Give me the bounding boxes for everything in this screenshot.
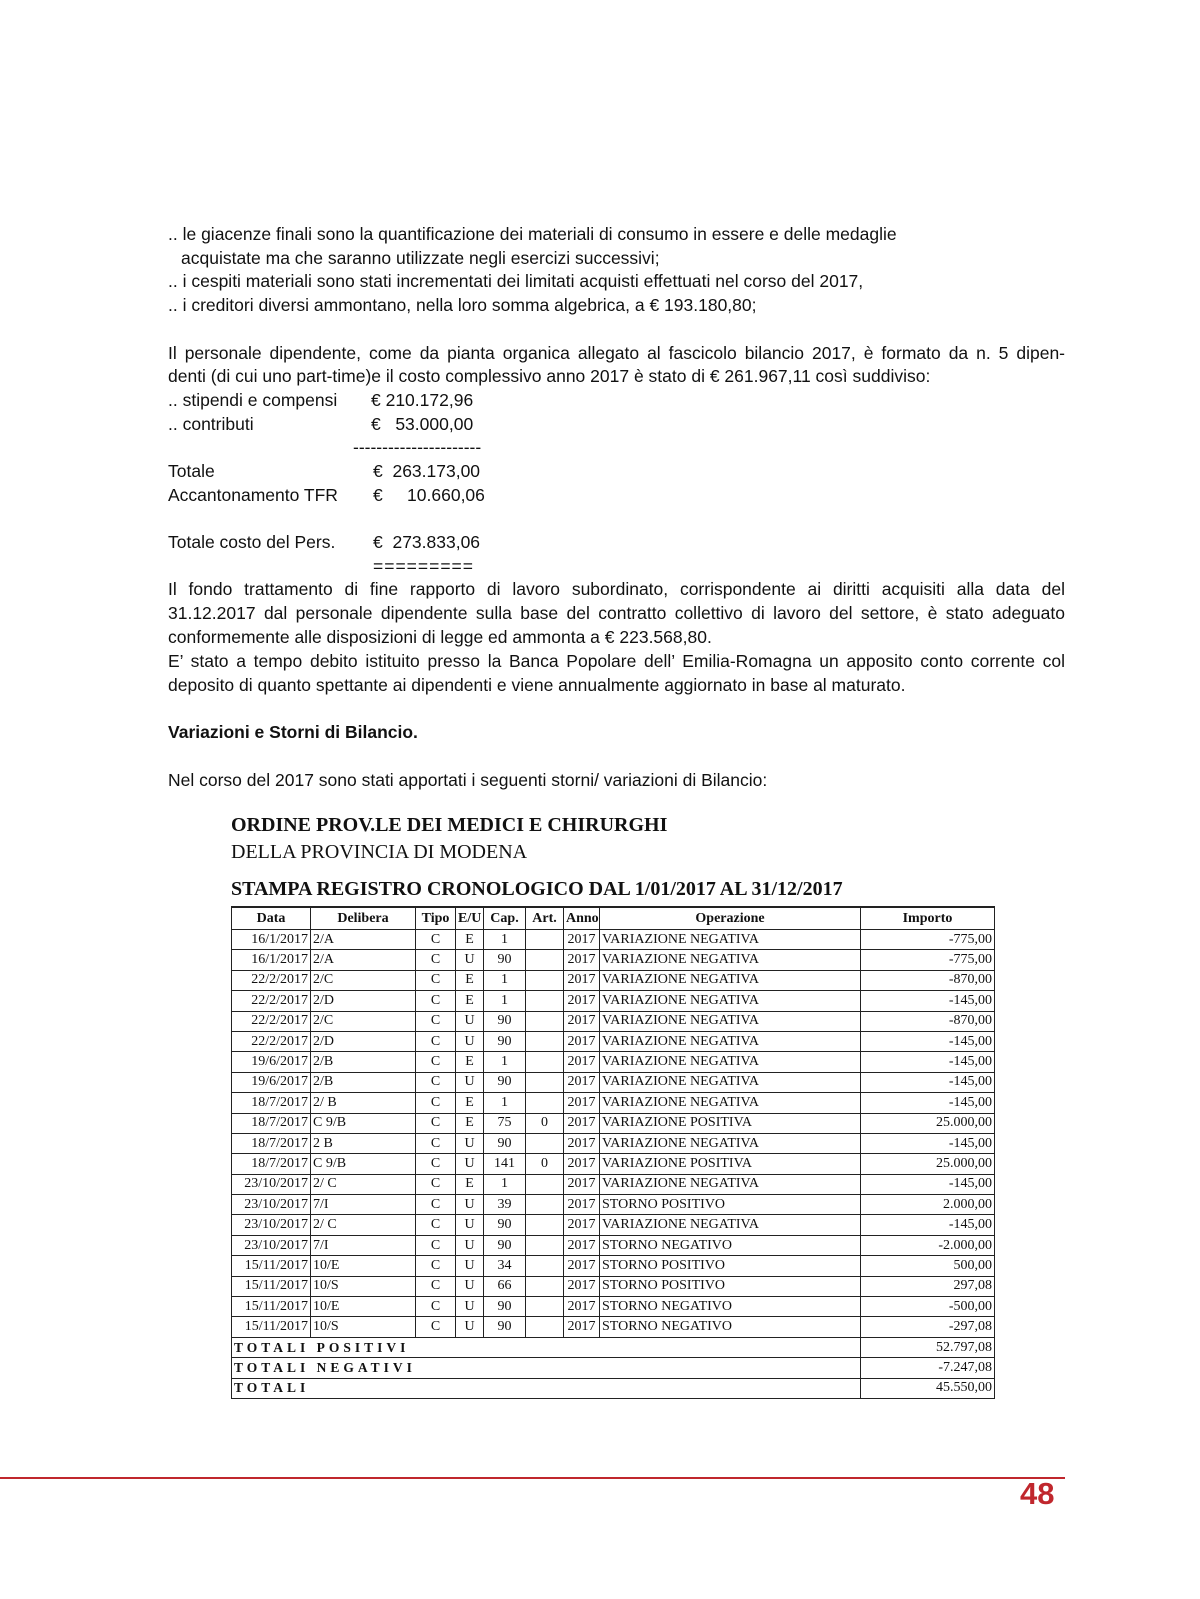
cell-anno: 2017 [564, 1317, 600, 1337]
table-row [232, 1215, 995, 1235]
cell-date: 23/10/2017 [232, 1195, 311, 1215]
stipendi-label: .. stipendi e compensi [168, 390, 338, 410]
contributi-label: .. contributi [168, 414, 254, 434]
cell-date: 22/2/2017 [232, 1011, 311, 1031]
cell-eu: E [456, 930, 484, 950]
cell-cap: 1 [484, 1093, 526, 1113]
column-header-delibera: Delibera [311, 907, 416, 930]
cell-date: 19/6/2017 [232, 1072, 311, 1092]
cell-operazione: VARIAZIONE NEGATIVA [600, 1072, 861, 1092]
cell-tipo: C [416, 1215, 456, 1235]
cell-operazione: VARIAZIONE NEGATIVA [600, 970, 861, 990]
cell-delibera: 2/B [311, 1052, 416, 1072]
cell-operazione: STORNO NEGATIVO [600, 1235, 861, 1255]
cell-tipo: C [416, 1235, 456, 1255]
cell-date: 18/7/2017 [232, 1154, 311, 1174]
cell-importo: -775,00 [861, 930, 995, 950]
table-header-row [232, 907, 995, 930]
cell-tipo: C [416, 1276, 456, 1296]
cell-anno: 2017 [564, 1072, 600, 1092]
cell-art [526, 1256, 564, 1276]
footer-rule [0, 1477, 1065, 1479]
cell-delibera: 2/ C [311, 1174, 416, 1194]
cell-delibera: 2/B [311, 1072, 416, 1092]
costo-label: Totale costo del Pers. [168, 532, 336, 552]
cell-eu: E [456, 1174, 484, 1194]
cell-anno: 2017 [564, 1256, 600, 1276]
cell-anno: 2017 [564, 1031, 600, 1051]
cell-importo: -297,08 [861, 1317, 995, 1337]
table-row [232, 1011, 995, 1031]
cell-delibera: 2/D [311, 1031, 416, 1051]
cell-cap: 1 [484, 1174, 526, 1194]
contributi-value: € 53.000,00 [371, 414, 474, 434]
bullet-giacenze-cont: acquistate ma che saranno utilizzate negli esercizi successivi; [181, 248, 660, 268]
cell-date: 23/10/2017 [232, 1215, 311, 1235]
cell-date: 22/2/2017 [232, 970, 311, 990]
cell-operazione: VARIAZIONE NEGATIVA [600, 1093, 861, 1113]
cell-operazione: VARIAZIONE POSITIVA [600, 1113, 861, 1133]
bullet-giacenze: .. le giacenze finali sono la quantificazione dei materiali di consumo in essere e delle medaglie [168, 224, 897, 244]
table-row [232, 930, 995, 950]
cell-art [526, 970, 564, 990]
cell-date: 18/7/2017 [232, 1133, 311, 1153]
table-row [232, 1052, 995, 1072]
cell-date: 23/10/2017 [232, 1174, 311, 1194]
cell-importo: -145,00 [861, 1031, 995, 1051]
cell-eu: E [456, 1113, 484, 1133]
fondo-line-4: E’ stato a tempo debito istituito presso la Banca Popolare dell’ Emilia-Romagna un apposito conto corrente col [168, 651, 1065, 671]
totals-value: 45.550,00 [861, 1378, 995, 1398]
section-title: Variazioni e Storni di Bilancio. [168, 722, 418, 742]
cell-importo: -145,00 [861, 1052, 995, 1072]
cell-tipo: C [416, 1174, 456, 1194]
cell-delibera: 2/C [311, 1011, 416, 1031]
cell-tipo: C [416, 970, 456, 990]
cell-date: 19/6/2017 [232, 1052, 311, 1072]
cell-cap: 39 [484, 1195, 526, 1215]
cell-art [526, 1317, 564, 1337]
cell-cap: 1 [484, 970, 526, 990]
cell-date: 18/7/2017 [232, 1093, 311, 1113]
cell-cap: 90 [484, 1133, 526, 1153]
cell-tipo: C [416, 1195, 456, 1215]
column-header-operazione: Operazione [600, 907, 861, 930]
cell-eu: U [456, 1317, 484, 1337]
cell-operazione: VARIAZIONE NEGATIVA [600, 1215, 861, 1235]
page-number: 48 [1020, 1476, 1055, 1511]
cell-eu: U [456, 1011, 484, 1031]
cell-cap: 90 [484, 1235, 526, 1255]
cell-anno: 2017 [564, 1174, 600, 1194]
cell-anno: 2017 [564, 1113, 600, 1133]
cell-operazione: VARIAZIONE NEGATIVA [600, 1011, 861, 1031]
cell-date: 15/11/2017 [232, 1256, 311, 1276]
cell-anno: 2017 [564, 950, 600, 970]
table-row [232, 1235, 995, 1255]
cell-date: 16/1/2017 [232, 950, 311, 970]
cell-eu: E [456, 1093, 484, 1113]
cell-cap: 90 [484, 1011, 526, 1031]
section-intro: Nel corso del 2017 sono stati apportati i seguenti storni/ variazioni di Bilancio: [168, 770, 768, 790]
totals-row [232, 1358, 995, 1378]
column-header-tipo: Tipo [416, 907, 456, 930]
cell-art [526, 1174, 564, 1194]
equals-separator: ========= [373, 556, 474, 576]
cell-date: 22/2/2017 [232, 991, 311, 1011]
totals-value: 52.797,08 [861, 1337, 995, 1357]
cell-art: 0 [526, 1113, 564, 1133]
cell-cap: 90 [484, 1215, 526, 1235]
cell-cap: 66 [484, 1276, 526, 1296]
cell-tipo: C [416, 1317, 456, 1337]
column-header-date: Data [232, 907, 311, 930]
cell-eu: U [456, 950, 484, 970]
cell-importo: -145,00 [861, 991, 995, 1011]
totale-label: Totale [168, 461, 215, 481]
cell-art [526, 1215, 564, 1235]
cell-importo: -145,00 [861, 1174, 995, 1194]
cell-importo: -2.000,00 [861, 1235, 995, 1255]
table-row [232, 991, 995, 1011]
cell-importo: -500,00 [861, 1297, 995, 1317]
cell-operazione: STORNO POSITIVO [600, 1276, 861, 1296]
table-row [232, 1154, 995, 1174]
cell-art [526, 1195, 564, 1215]
cell-importo: -870,00 [861, 970, 995, 990]
dashes-separator: ---------------------- [353, 437, 482, 457]
totals-label: TOTALI POSITIVI [232, 1337, 861, 1357]
cell-delibera: 2/D [311, 991, 416, 1011]
fondo-line-1: Il fondo trattamento di fine rapporto di lavoro subordinato, corrispondente ai diritti acquisiti alla data del [168, 579, 1065, 599]
cell-cap: 90 [484, 1297, 526, 1317]
cell-delibera: 2/C [311, 970, 416, 990]
cell-tipo: C [416, 930, 456, 950]
cell-tipo: C [416, 1133, 456, 1153]
cell-art [526, 930, 564, 950]
tfr-label: Accantonamento TFR [168, 485, 338, 505]
cell-anno: 2017 [564, 970, 600, 990]
registro-subtitle: DELLA PROVINCIA DI MODENA [231, 841, 528, 863]
cell-operazione: VARIAZIONE NEGATIVA [600, 1133, 861, 1153]
personale-line-1: Il personale dipendente, come da pianta organica allegato al fascicolo bilancio 2017, è formato da n. 5 dipen- [168, 343, 1065, 363]
registro-title: ORDINE PROV.LE DEI MEDICI E CHIRURGHI [231, 814, 668, 836]
bullet-creditori: .. i creditori diversi ammontano, nella loro somma algebrica, a € 193.180,80; [168, 295, 757, 315]
cell-delibera: 10/E [311, 1297, 416, 1317]
cell-art [526, 1052, 564, 1072]
cell-date: 23/10/2017 [232, 1235, 311, 1255]
fondo-line-3: conformemente alle disposizioni di legge ed ammonta a € 223.568,80. [168, 627, 712, 647]
cell-operazione: STORNO POSITIVO [600, 1195, 861, 1215]
cell-importo: -145,00 [861, 1072, 995, 1092]
cell-importo: -145,00 [861, 1215, 995, 1235]
cell-delibera: 2 B [311, 1133, 416, 1153]
cell-importo: 2.000,00 [861, 1195, 995, 1215]
table-row [232, 1093, 995, 1113]
cell-delibera: 7/I [311, 1235, 416, 1255]
cell-cap: 90 [484, 1317, 526, 1337]
cell-tipo: C [416, 1154, 456, 1174]
cell-delibera: 10/S [311, 1317, 416, 1337]
cell-delibera: C 9/B [311, 1154, 416, 1174]
cell-eu: U [456, 1276, 484, 1296]
cell-tipo: C [416, 1256, 456, 1276]
cell-importo: 25.000,00 [861, 1113, 995, 1133]
cell-tipo: C [416, 1031, 456, 1051]
cell-tipo: C [416, 1113, 456, 1133]
table-row [232, 1174, 995, 1194]
cell-art [526, 1031, 564, 1051]
cell-delibera: 2/ C [311, 1215, 416, 1235]
column-header-importo: Importo [861, 907, 995, 930]
cell-art [526, 1276, 564, 1296]
cell-operazione: STORNO NEGATIVO [600, 1317, 861, 1337]
cell-delibera: C 9/B [311, 1113, 416, 1133]
cell-operazione: STORNO POSITIVO [600, 1256, 861, 1276]
cell-date: 15/11/2017 [232, 1297, 311, 1317]
cell-tipo: C [416, 1297, 456, 1317]
cell-cap: 1 [484, 930, 526, 950]
cell-date: 15/11/2017 [232, 1317, 311, 1337]
cell-eu: U [456, 1195, 484, 1215]
table-row [232, 1113, 995, 1133]
cell-operazione: VARIAZIONE NEGATIVA [600, 1052, 861, 1072]
cell-art [526, 991, 564, 1011]
cell-tipo: C [416, 1052, 456, 1072]
column-header-cap: Cap. [484, 907, 526, 930]
cell-anno: 2017 [564, 930, 600, 950]
totals-label: TOTALI NEGATIVI [232, 1358, 861, 1378]
cell-cap: 1 [484, 991, 526, 1011]
bullet-cespiti: .. i cespiti materiali sono stati incrementati dei limitati acquisti effettuati nel corso del 2017, [168, 271, 864, 291]
cell-eu: U [456, 1072, 484, 1092]
table-row [232, 1072, 995, 1092]
cell-cap: 90 [484, 950, 526, 970]
cell-art [526, 1093, 564, 1113]
cell-delibera: 10/E [311, 1256, 416, 1276]
cell-art [526, 1235, 564, 1255]
registro-heading: STAMPA REGISTRO CRONOLOGICO DAL 1/01/2017 AL 31/12/2017 [231, 878, 843, 900]
cell-date: 22/2/2017 [232, 1031, 311, 1051]
totale-value: € 263.173,00 [373, 461, 481, 481]
costo-value: € 273.833,06 [373, 532, 481, 552]
cell-importo: 25.000,00 [861, 1154, 995, 1174]
cell-anno: 2017 [564, 1154, 600, 1174]
cell-eu: U [456, 1297, 484, 1317]
table-row [232, 1256, 995, 1276]
cell-operazione: VARIAZIONE NEGATIVA [600, 930, 861, 950]
cell-eu: U [456, 1031, 484, 1051]
cell-importo: 500,00 [861, 1256, 995, 1276]
column-header-art: Art. [526, 907, 564, 930]
column-header-anno: Anno [564, 907, 600, 930]
cell-anno: 2017 [564, 1276, 600, 1296]
cell-anno: 2017 [564, 1093, 600, 1113]
cell-eu: E [456, 970, 484, 990]
cell-delibera: 10/S [311, 1276, 416, 1296]
cell-importo: -145,00 [861, 1093, 995, 1113]
cell-eu: E [456, 991, 484, 1011]
totals-row [232, 1378, 995, 1398]
cell-date: 15/11/2017 [232, 1276, 311, 1296]
cell-eu: U [456, 1133, 484, 1153]
cell-operazione: VARIAZIONE NEGATIVA [600, 1174, 861, 1194]
cell-anno: 2017 [564, 1235, 600, 1255]
cell-anno: 2017 [564, 1297, 600, 1317]
cell-importo: 297,08 [861, 1276, 995, 1296]
cell-delibera: 2/A [311, 950, 416, 970]
cell-delibera: 7/I [311, 1195, 416, 1215]
cell-anno: 2017 [564, 1052, 600, 1072]
personale-line-2: denti (di cui uno part-time)e il costo complessivo anno 2017 è stato di € 261.967,11 così suddiviso: [168, 366, 931, 386]
cell-importo: -775,00 [861, 950, 995, 970]
cell-eu: E [456, 1052, 484, 1072]
cell-cap: 34 [484, 1256, 526, 1276]
cell-cap: 75 [484, 1113, 526, 1133]
cell-eu: U [456, 1215, 484, 1235]
cell-tipo: C [416, 950, 456, 970]
cell-tipo: C [416, 1011, 456, 1031]
cell-anno: 2017 [564, 1215, 600, 1235]
cell-date: 18/7/2017 [232, 1113, 311, 1133]
totals-label: TOTALI [232, 1378, 861, 1398]
column-header-eu: E/U [456, 907, 484, 930]
cell-eu: U [456, 1256, 484, 1276]
cell-eu: U [456, 1154, 484, 1174]
cell-importo: -145,00 [861, 1133, 995, 1153]
cell-art: 0 [526, 1154, 564, 1174]
cell-anno: 2017 [564, 1133, 600, 1153]
cell-operazione: VARIAZIONE NEGATIVA [600, 950, 861, 970]
cell-cap: 1 [484, 1052, 526, 1072]
cell-delibera: 2/ B [311, 1093, 416, 1113]
cell-anno: 2017 [564, 991, 600, 1011]
cell-operazione: VARIAZIONE POSITIVA [600, 1154, 861, 1174]
cell-importo: -870,00 [861, 1011, 995, 1031]
cell-art [526, 1297, 564, 1317]
cell-operazione: VARIAZIONE NEGATIVA [600, 1031, 861, 1051]
totals-value: -7.247,08 [861, 1358, 995, 1378]
cell-cap: 90 [484, 1072, 526, 1092]
table-row [232, 970, 995, 990]
table-row [232, 1133, 995, 1153]
fondo-line-5: deposito di quanto spettante ai dipendenti e viene annualmente aggiornato in base al maturato. [168, 675, 906, 695]
cell-tipo: C [416, 1093, 456, 1113]
cell-delibera: 2/A [311, 930, 416, 950]
cell-anno: 2017 [564, 1195, 600, 1215]
cell-art [526, 1072, 564, 1092]
totals-row [232, 1337, 995, 1357]
cell-anno: 2017 [564, 1011, 600, 1031]
cell-art [526, 1011, 564, 1031]
cell-art [526, 950, 564, 970]
cell-art [526, 1133, 564, 1153]
tfr-value: € 10.660,06 [373, 485, 485, 505]
table-row [232, 1317, 995, 1337]
fondo-line-2: 31.12.2017 dal personale dipendente sulla base del contratto collettivo di lavoro del settore, è stato adeguato [168, 603, 1065, 623]
table-row [232, 1297, 995, 1317]
cell-cap: 141 [484, 1154, 526, 1174]
cell-eu: U [456, 1235, 484, 1255]
cell-operazione: VARIAZIONE NEGATIVA [600, 991, 861, 1011]
table-row [232, 1276, 995, 1296]
stipendi-value: € 210.172,96 [371, 390, 474, 410]
cell-operazione: STORNO NEGATIVO [600, 1297, 861, 1317]
cell-date: 16/1/2017 [232, 930, 311, 950]
cell-tipo: C [416, 991, 456, 1011]
cell-tipo: C [416, 1072, 456, 1092]
table-row [232, 1195, 995, 1215]
cell-cap: 90 [484, 1031, 526, 1051]
registro-table [231, 906, 995, 1399]
table-row [232, 950, 995, 970]
table-row [232, 1031, 995, 1051]
